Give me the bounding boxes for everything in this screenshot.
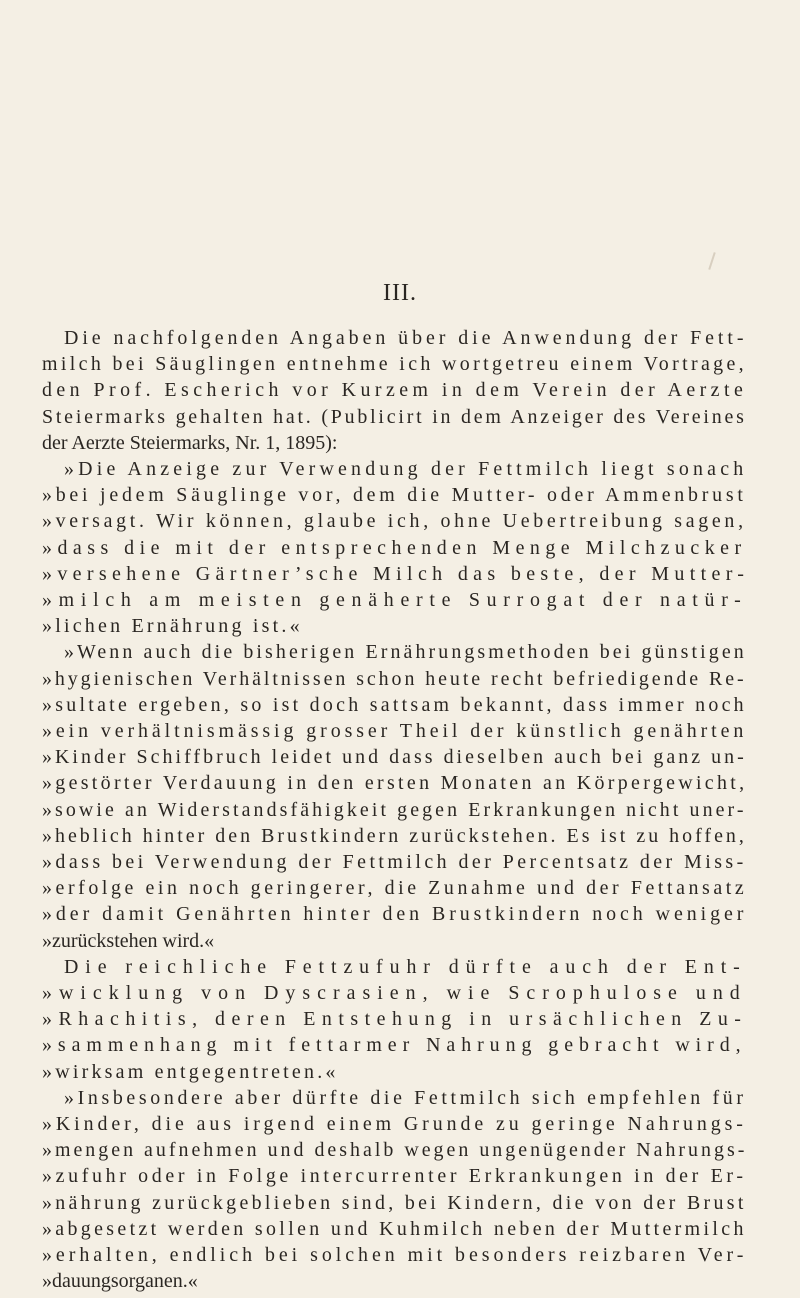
text-line: »zurückstehen wird.« xyxy=(42,929,215,952)
text-line: Steiermarks gehalten hat. (Publicirt in dem Anzeiger des Vereines xyxy=(42,405,747,428)
text-line: »wicklung von Dyscrasien, wie Scrophulose und xyxy=(42,982,747,1004)
text-line: »dass bei Verwendung der Fettmilch der Percentsatz der Miss- xyxy=(42,851,747,873)
text-line: »mengen aufnehmen und deshalb wegen ungenügender Nahrungs- xyxy=(42,1139,748,1162)
text-line: »abgesetzt werden sollen und Kuhmilch neben der Muttermilch xyxy=(42,1217,747,1240)
text-line: »Wenn auch die bisherigen Ernährungsmethoden bei günstigen xyxy=(64,641,747,664)
text-line: »erhalten, endlich bei solchen mit besonders reizbaren Ver- xyxy=(42,1244,748,1266)
text-line: »wirksam entgegentreten.« xyxy=(42,1060,339,1083)
text-line: milch bei Säuglingen entnehme ich wortgetreu einem Vortrage, xyxy=(42,353,748,376)
text-line: »sowie an Widerstandsfähigkeit gegen Erkrankungen nicht uner- xyxy=(42,798,747,821)
text-line: »bei jedem Säuglinge vor, dem die Mutter- oder Ammenbrust xyxy=(42,484,747,507)
text-line: Die reichliche Fettzufuhr dürfte auch der Ent- xyxy=(64,955,747,978)
text-line: »dass die mit der entsprechenden Menge Milchzucker xyxy=(42,536,747,559)
text-line: »Insbesondere aber dürfte die Fettmilch sich empfehlen für xyxy=(64,1086,747,1109)
text-line: »sultate ergeben, so ist doch sattsam bekannt, dass immer noch xyxy=(42,693,747,716)
text-line: »heblich hinter den Brustkindern zurückstehen. Es ist zu hoffen, xyxy=(42,824,747,847)
text-line: »lichen Ernährung ist.« xyxy=(42,615,303,638)
text-line: »zufuhr oder in Folge intercurrenter Erkrankungen in der Er- xyxy=(42,1165,747,1188)
text-line: »Kinder Schiffbruch leidet und dass dieselben auch bei ganz un- xyxy=(42,746,747,769)
text-line: »versehene Gärtner’sche Milch das beste, der Mutter- xyxy=(42,562,750,585)
text-line: »der damit Genährten hinter den Brustkindern noch weniger xyxy=(42,903,748,926)
text-line: »Kinder, die aus irgend einem Grunde zu geringe Nahrungs- xyxy=(42,1113,747,1135)
text-line: »versagt. Wir können, glaube ich, ohne Uebertreibung sagen, xyxy=(42,510,747,533)
text-line: »Die Anzeige zur Verwendung der Fettmilch liegt sonach xyxy=(64,458,748,480)
text-line: Die nachfolgenden Angaben über die Anwendung der Fett- xyxy=(64,327,748,349)
text-line: »erfolge ein noch geringerer, die Zunahme und der Fettansatz xyxy=(42,877,748,900)
text-line: »milch am meisten genäherte Surrogat der natür- xyxy=(42,589,748,611)
text-line: »nährung zurückgeblieben sind, bei Kindern, die von der Brust xyxy=(42,1191,747,1214)
text-line: »hygienischen Verhältnissen schon heute recht befriedigende Re- xyxy=(42,667,747,690)
text-line: »sammenhang mit fettarmer Nahrung gebracht wird, xyxy=(42,1034,747,1057)
text-line: »Rhachitis, deren Entstehung in ursächlichen Zu- xyxy=(42,1008,748,1031)
text-line: »gestörter Verdauung in den ersten Monaten an Körpergewicht, xyxy=(42,772,748,795)
text-line: den Prof. Escherich vor Kurzem in dem Verein der Aerzte xyxy=(42,379,748,402)
text-line: »dauungsorganen.« xyxy=(42,1270,198,1293)
paper-mark xyxy=(708,252,715,270)
text-line: der Aerzte Steiermarks, Nr. 1, 1895): xyxy=(42,431,338,454)
chapter-heading: III. xyxy=(383,280,417,306)
text-line: »ein verhältnismässig grosser Theil der künstlich genährten xyxy=(42,720,748,742)
